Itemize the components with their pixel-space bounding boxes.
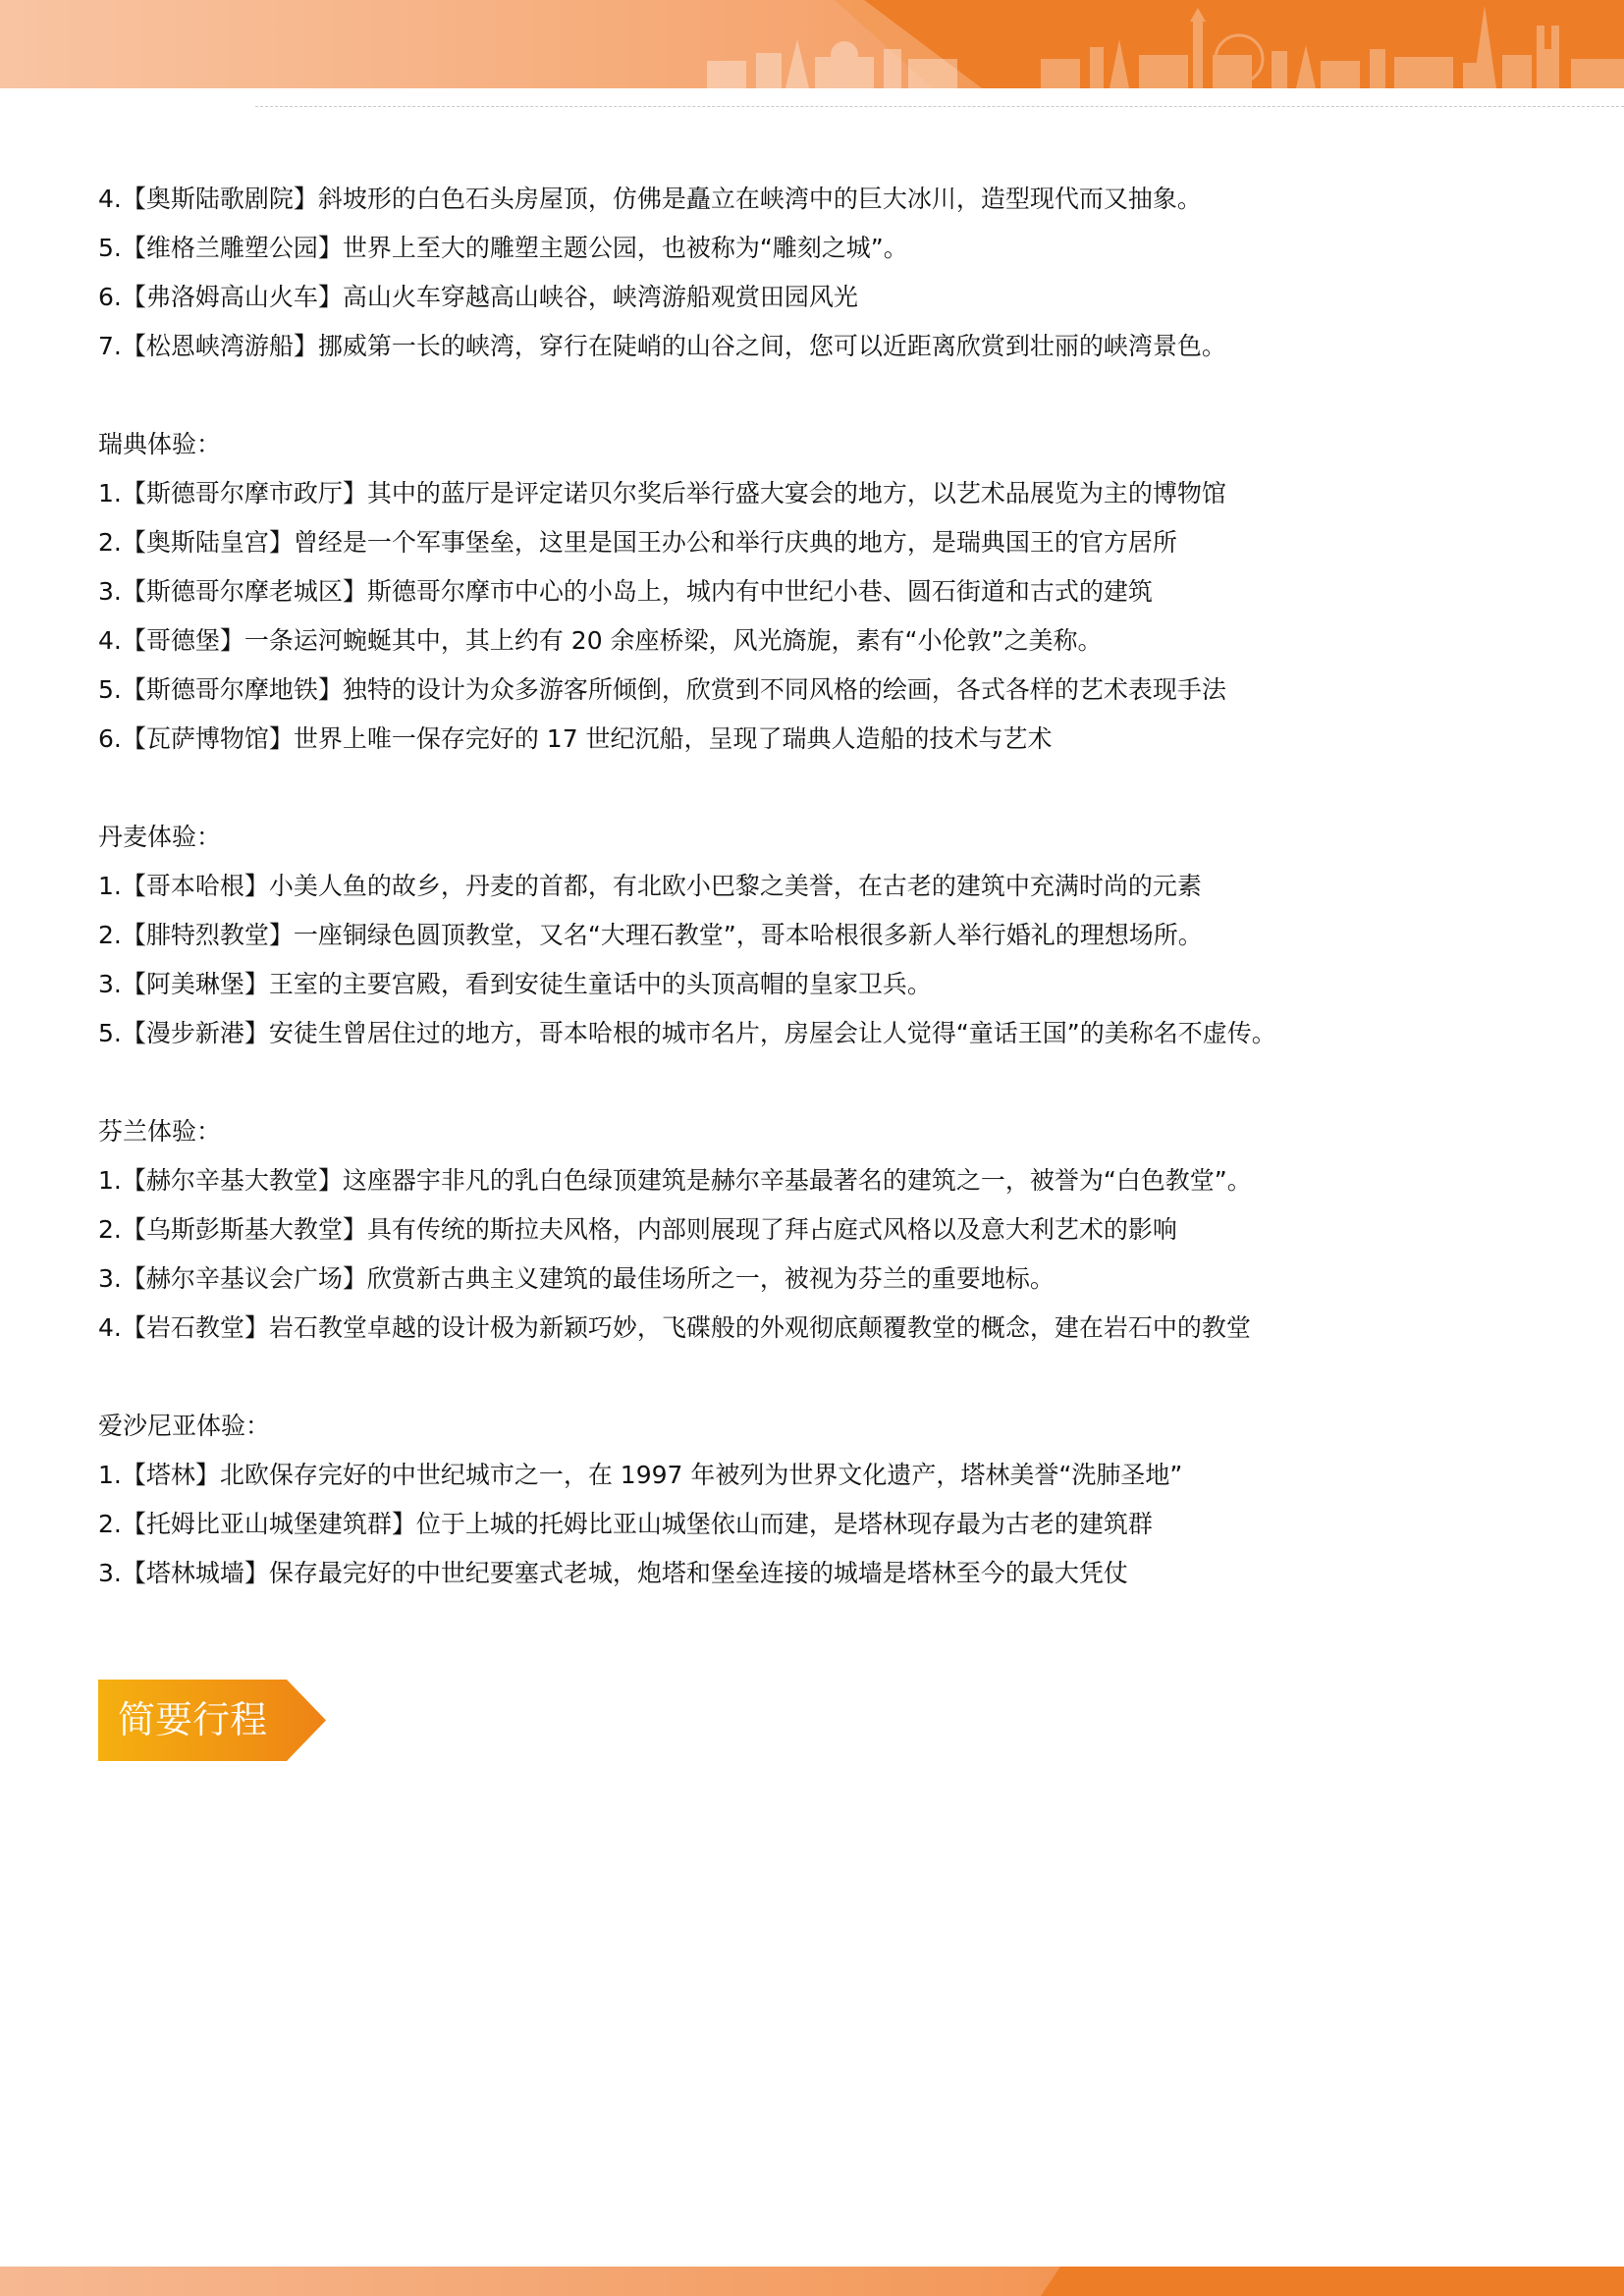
- list-item: 2.【乌斯彭斯基大教堂】具有传统的斯拉夫风格，内部则展现了拜占庭式风格以及意大利艺术的影响: [98, 1215, 1177, 1244]
- denmark-section: [98, 813, 1532, 1058]
- list-item: 1.【斯德哥尔摩市政厅】其中的蓝厅是评定诺贝尔奖后举行盛大宴会的地方，以艺术品展览为主的博物馆: [98, 479, 1226, 507]
- sweden-section: [98, 420, 1532, 764]
- list-item: 2.【奥斯陆皇宫】曾经是一个军事堡垒，这里是国王办公和举行庆典的地方，是瑞典国王的官方居所: [98, 528, 1177, 557]
- list-item: 6.【瓦萨博物馆】世界上唯一保存完好的 17 世纪沉船，呈现了瑞典人造船的技术与艺术: [98, 724, 1053, 753]
- section-heading-sweden: 瑞典体验：: [98, 430, 222, 458]
- footer-banner: [0, 2267, 1624, 2296]
- brief-itinerary-title: 简要行程: [118, 1698, 268, 1741]
- list-item: 4.【岩石教堂】岩石教堂卓越的设计极为新颖巧妙，飞碟般的外观彻底颠覆教堂的概念，建在岩石中的教堂: [98, 1313, 1251, 1342]
- list-item: 2.【腓特烈教堂】一座铜绿色圆顶教堂，又名“大理石教堂”，哥本哈根很多新人举行婚礼的理想场所。: [98, 921, 1203, 949]
- header-banner: [0, 0, 1624, 88]
- section-heading-finland: 芬兰体验：: [98, 1117, 222, 1146]
- norway-continued-section: [98, 175, 1532, 371]
- list-item: 1.【赫尔辛基大教堂】这座器宇非凡的乳白色绿顶建筑是赫尔辛基最著名的建筑之一，被誉为“白色教堂”。: [98, 1166, 1252, 1195]
- list-item: 2.【托姆比亚山城堡建筑群】位于上城的托姆比亚山城堡依山而建，是塔林现存最为古老的建筑群: [98, 1510, 1153, 1538]
- list-item: 1.【哥本哈根】小美人鱼的故乡，丹麦的首都，有北欧小巴黎之美誉，在古老的建筑中充满时尚的元素: [98, 872, 1202, 900]
- list-item: 3.【斯德哥尔摩老城区】斯德哥尔摩市中心的小岛上，城内有中世纪小巷、圆石街道和古式的建筑: [98, 577, 1153, 606]
- document-body: [98, 175, 1532, 1598]
- list-item: 3.【赫尔辛基议会广场】欣赏新古典主义建筑的最佳场所之一，被视为芬兰的重要地标。: [98, 1264, 1055, 1293]
- section-heading-estonia: 爱沙尼亚体验：: [98, 1412, 271, 1440]
- brief-itinerary-tag: [98, 1680, 326, 1761]
- section-heading-denmark: 丹麦体验：: [98, 823, 222, 851]
- list-item: 3.【塔林城墙】保存最完好的中世纪要塞式老城，炮塔和堡垒连接的城墙是塔林至今的最大凭仗: [98, 1559, 1128, 1587]
- estonia-section: [98, 1402, 1532, 1598]
- list-item: 4.【哥德堡】一条运河蜿蜒其中，其上约有 20 余座桥梁，风光旖旎，素有“小伦敦”之美称。: [98, 626, 1103, 655]
- header-divider: [255, 106, 1624, 107]
- list-item: 6.【弗洛姆高山火车】高山火车穿越高山峡谷，峡湾游船观赏田园风光: [98, 283, 858, 311]
- list-item: 5.【斯德哥尔摩地铁】独特的设计为众多游客所倾倒，欣赏到不同风格的绘画，各式各样的艺术表现手法: [98, 675, 1226, 704]
- list-item: 5.【漫步新港】安徒生曾居住过的地方，哥本哈根的城市名片，房屋会让人觉得“童话王国”的美称名不虚传。: [98, 1019, 1276, 1047]
- finland-section: [98, 1107, 1532, 1353]
- list-item: 7.【松恩峡湾游船】挪威第一长的峡湾，穿行在陡峭的山谷之间，您可以近距离欣赏到壮丽的峡湾景色。: [98, 332, 1226, 360]
- list-item: 5.【维格兰雕塑公园】世界上至大的雕塑主题公园，也被称为“雕刻之城”。: [98, 234, 908, 262]
- list-item: 3.【阿美琳堡】王室的主要宫殿，看到安徒生童话中的头顶高帽的皇家卫兵。: [98, 970, 932, 998]
- list-item: 4.【奥斯陆歌剧院】斜坡形的白色石头房屋顶，仿佛是矗立在峡湾中的巨大冰川，造型现代而又抽象。: [98, 185, 1202, 213]
- list-item: 1.【塔林】北欧保存完好的中世纪城市之一，在 1997 年被列为世界文化遗产，塔林美誉“洗肺圣地”: [98, 1461, 1183, 1489]
